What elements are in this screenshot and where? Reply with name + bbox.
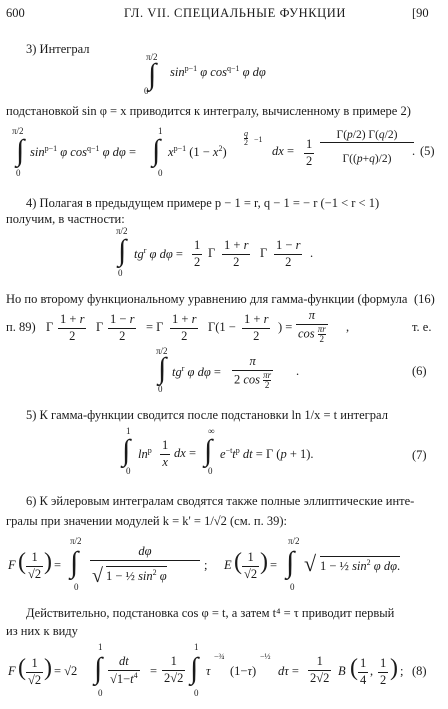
running-title: ГЛ. VII. СПЕЦИАЛЬНЫЕ ФУНКЦИИ bbox=[124, 6, 347, 20]
item5-text: 5) К гамма-функции сводится после подстановки ln 1/x = t интеграл bbox=[26, 408, 388, 422]
item3-label: 3) Интеграл bbox=[26, 42, 90, 56]
func-eq-formula: Γ $\frac{1 + r}{2}$ Γ $\frac{1 - r}{2}$ = Γ $\frac{1 + r}{2}$ Γ(1 − $\frac{1 + r}{2}$ ) = π cos $\frac{\pi r}{2}$ , bbox=[46, 308, 350, 344]
func-eq-ref: (16) bbox=[414, 292, 435, 306]
item3-text: подстановкой sin φ = x приводится к интегралу, вычисленному в примере 2) bbox=[6, 104, 411, 118]
func-eq-text2b: т. е. bbox=[412, 320, 432, 334]
item3-integral: π/2 ∫ 0 $\sin^{p-1} \varphi$ $\cos^{q-1} \varphi$ dφ bbox=[144, 52, 266, 96]
item4-text1: 4) Полагая в предыдущем примере p − 1 = r, q − 1 = − r (−1 < r < 1) bbox=[26, 196, 380, 210]
item5-formula: 1 ∫ 0 $\ln^p$ $\frac{1}{x}$ dx = ∞ ∫ 0 $e^{-t}t^p$ dt = Γ (p + 1). bbox=[122, 426, 314, 476]
item6-text2: гралы при значении модулей k = k' = 1/√2 (см. п. 39): bbox=[6, 514, 287, 528]
equation-6: π/2 ∫ 0 $tg^r$ φ dφ = π 2 cos $\frac{\pi r}{2}$ . bbox=[156, 346, 300, 394]
item5-number: (7) bbox=[412, 448, 427, 462]
item6-text1: 6) К эйлеровым интегралам сводятся также полные эллиптические инте- bbox=[26, 494, 415, 508]
section-number: [90 bbox=[412, 6, 429, 20]
item6-formula-F: F ( $\frac{1}{√2}$ ) = π/2 ∫ 0 dφ √ 1 − ½ $\sin^2 \varphi$ ; bbox=[8, 536, 208, 592]
equation-5: π/2 ∫ 0 $\sin^{p-1} \varphi$ $\cos^{q-1} \varphi$ dφ = 1 ∫ 0 $x^{p-1}$ $(1 - x^2)$ q 2 −1 dx = $\frac{1}{2}$ Γ(p/2) Γ(q/2) Γ((p+q)/2) . (5) bbox=[12, 126, 435, 178]
equation-8: F ( $\frac{1}{√2}$ ) = √2 1 ∫ 0 $\frac{dt}{√1-t^4}$ = $\frac{1}{2√2}$ 1 ∫ 0 τ −¾ (1−τ) −½ dτ = $\frac{1}{2√2}$ B ( $\frac{1}{4}$ , $\frac{1}{2}$ ) ; bbox=[8, 642, 404, 698]
eq6-number: (6) bbox=[412, 364, 427, 378]
eq5-number: (5) bbox=[420, 144, 435, 158]
func-eq-text1: Но по второму функциональному уравнению для гамма-функции (формула bbox=[6, 292, 408, 306]
func-eq-text2a: п. 89) bbox=[6, 320, 36, 334]
item4-formula: π/2 ∫ 0 $tg^r$ φ dφ = $\frac{1}{2}$ Γ $\frac{1 + r}{2}$ Γ $\frac{1 - r}{2}$ . bbox=[116, 226, 314, 278]
item4-text2: получим, в частности: bbox=[6, 212, 125, 226]
final-text2: из них к виду bbox=[6, 624, 78, 638]
page-number: 600 bbox=[6, 6, 25, 20]
eq8-number: (8) bbox=[412, 664, 427, 678]
item6-formula-E: E ( $\frac{1}{√2}$ ) = π/2 ∫ 0 √ 1 − ½ $\sin^2 \varphi$ dφ. bbox=[224, 536, 401, 592]
final-text1: Действительно, подстановка cos φ = t, а затем t⁴ = τ приводит первый bbox=[26, 606, 395, 620]
